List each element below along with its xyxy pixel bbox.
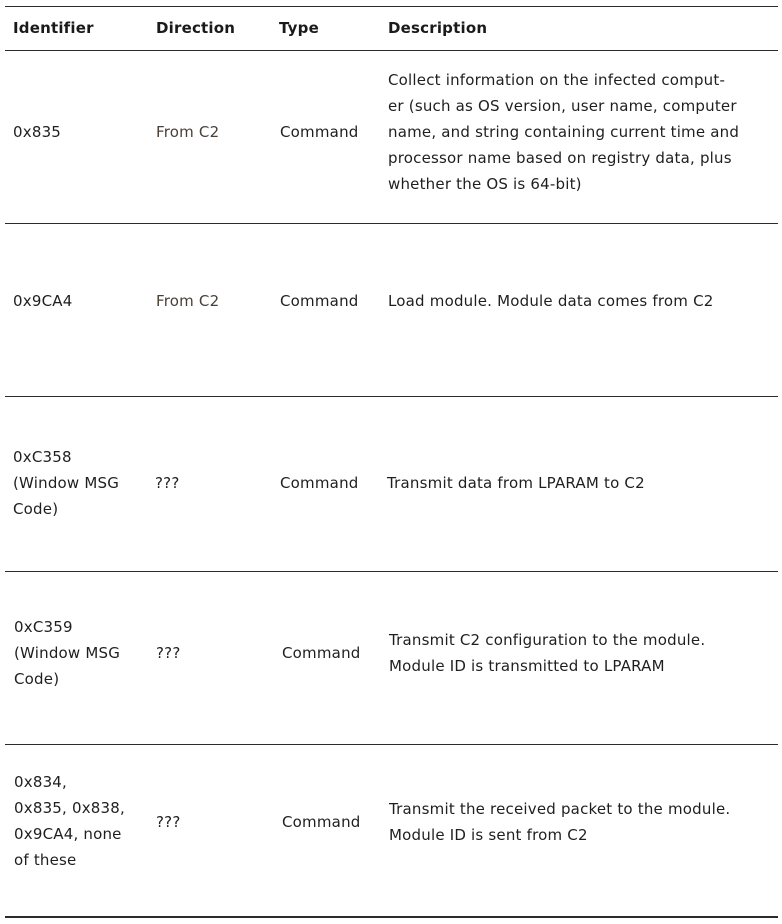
row-2-identifier: 0x9CA4: [13, 292, 73, 310]
row-divider: [5, 744, 778, 745]
table-top-rule: [5, 6, 778, 7]
row-5-direction: ???: [156, 813, 181, 831]
row-3-direction: ???: [155, 474, 180, 492]
row-3-identifier: 0xC358 (Window MSG Code): [13, 448, 120, 518]
header-identifier: Identifier: [13, 19, 94, 37]
row-4-description: Transmit C2 configuration to the module. Module ID is transmitted to LPARAM: [389, 631, 706, 675]
table-bottom-rule: [5, 916, 778, 918]
row-1-description: Collect information on the infected comput- er (such as OS version, user name, computer name, and string containing current time and processor name based on registry data, plus whether the OS is 64-bit): [388, 71, 740, 193]
row-3-description: Transmit data from LPARAM to C2: [387, 474, 645, 492]
row-divider: [5, 396, 778, 397]
row-3-type: Command: [280, 474, 359, 492]
row-2-description: Load module. Module data comes from C2: [388, 292, 714, 310]
row-5-type: Command: [282, 813, 361, 831]
header-type: Type: [279, 19, 319, 37]
row-5-description: Transmit the received packet to the module. Module ID is sent from C2: [389, 800, 731, 844]
row-1-identifier: 0x835: [13, 123, 62, 141]
row-5-identifier: 0x834, 0x835, 0x838, 0x9CA4, none of these: [14, 773, 126, 869]
header-divider: [5, 50, 778, 51]
row-2-type: Command: [280, 292, 359, 310]
row-1-direction: From C2: [156, 123, 220, 141]
row-4-direction: ???: [156, 644, 181, 662]
row-4-type: Command: [282, 644, 361, 662]
row-divider: [5, 223, 778, 224]
header-direction: Direction: [156, 19, 236, 37]
row-2-direction: From C2: [156, 292, 220, 310]
header-description: Description: [388, 19, 488, 37]
row-divider: [5, 571, 778, 572]
row-4-identifier: 0xC359 (Window MSG Code): [14, 618, 121, 688]
row-1-type: Command: [280, 123, 359, 141]
